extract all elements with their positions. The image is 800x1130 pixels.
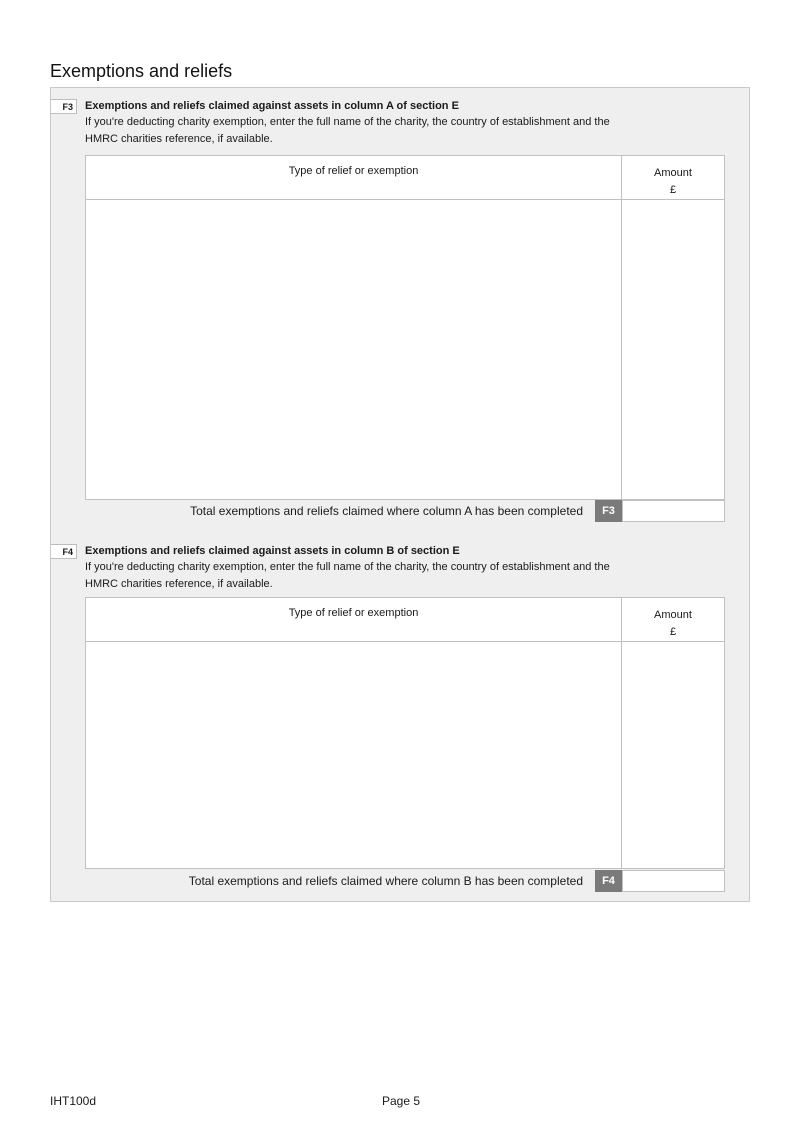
total-field-f4[interactable] <box>622 870 725 892</box>
page-number: Page 5 <box>382 1094 421 1108</box>
question-number-f4: F4 <box>51 544 77 559</box>
exemptions-panel <box>50 87 750 902</box>
amount-label: Amount <box>654 609 692 621</box>
amount-field[interactable] <box>622 200 724 499</box>
question-help-f4: If you're deducting charity exemption, enter the full name of the charity, the country of establishment and the HMRC charities reference, if available. <box>85 561 610 590</box>
question-title-f3: Exemptions and reliefs claimed against assets in column A of section E <box>85 100 459 112</box>
form-reference: IHT100d <box>50 1094 97 1108</box>
type-of-relief-field[interactable] <box>86 200 621 499</box>
total-field-f3[interactable] <box>622 500 725 522</box>
total-label-f3: Total exemptions and reliefs claimed where column A has been completed <box>190 504 583 518</box>
currency-unit: £ <box>669 626 677 638</box>
total-code-f3: F3 <box>595 500 622 522</box>
column-header-amount <box>622 607 724 641</box>
currency-unit: £ <box>669 184 677 196</box>
question-title-f4: Exemptions and reliefs claimed against assets in column B of section E <box>85 545 460 557</box>
table-f3 <box>85 155 725 500</box>
column-header-type: Type of relief or exemption <box>288 607 419 619</box>
column-header-amount <box>622 165 724 199</box>
type-of-relief-field[interactable] <box>86 642 621 868</box>
table-f4 <box>85 597 725 869</box>
total-code-f4: F4 <box>595 870 622 892</box>
column-header-type: Type of relief or exemption <box>288 165 419 177</box>
total-label-f4: Total exemptions and reliefs claimed where column B has been completed <box>188 874 583 888</box>
question-number-f3: F3 <box>51 99 77 114</box>
page-title: Exemptions and reliefs <box>50 61 233 81</box>
amount-field[interactable] <box>622 642 724 868</box>
amount-label: Amount <box>654 167 692 179</box>
question-help-f3: If you're deducting charity exemption, enter the full name of the charity, the country of establishment and the HMRC charities reference, if available. <box>85 116 610 145</box>
